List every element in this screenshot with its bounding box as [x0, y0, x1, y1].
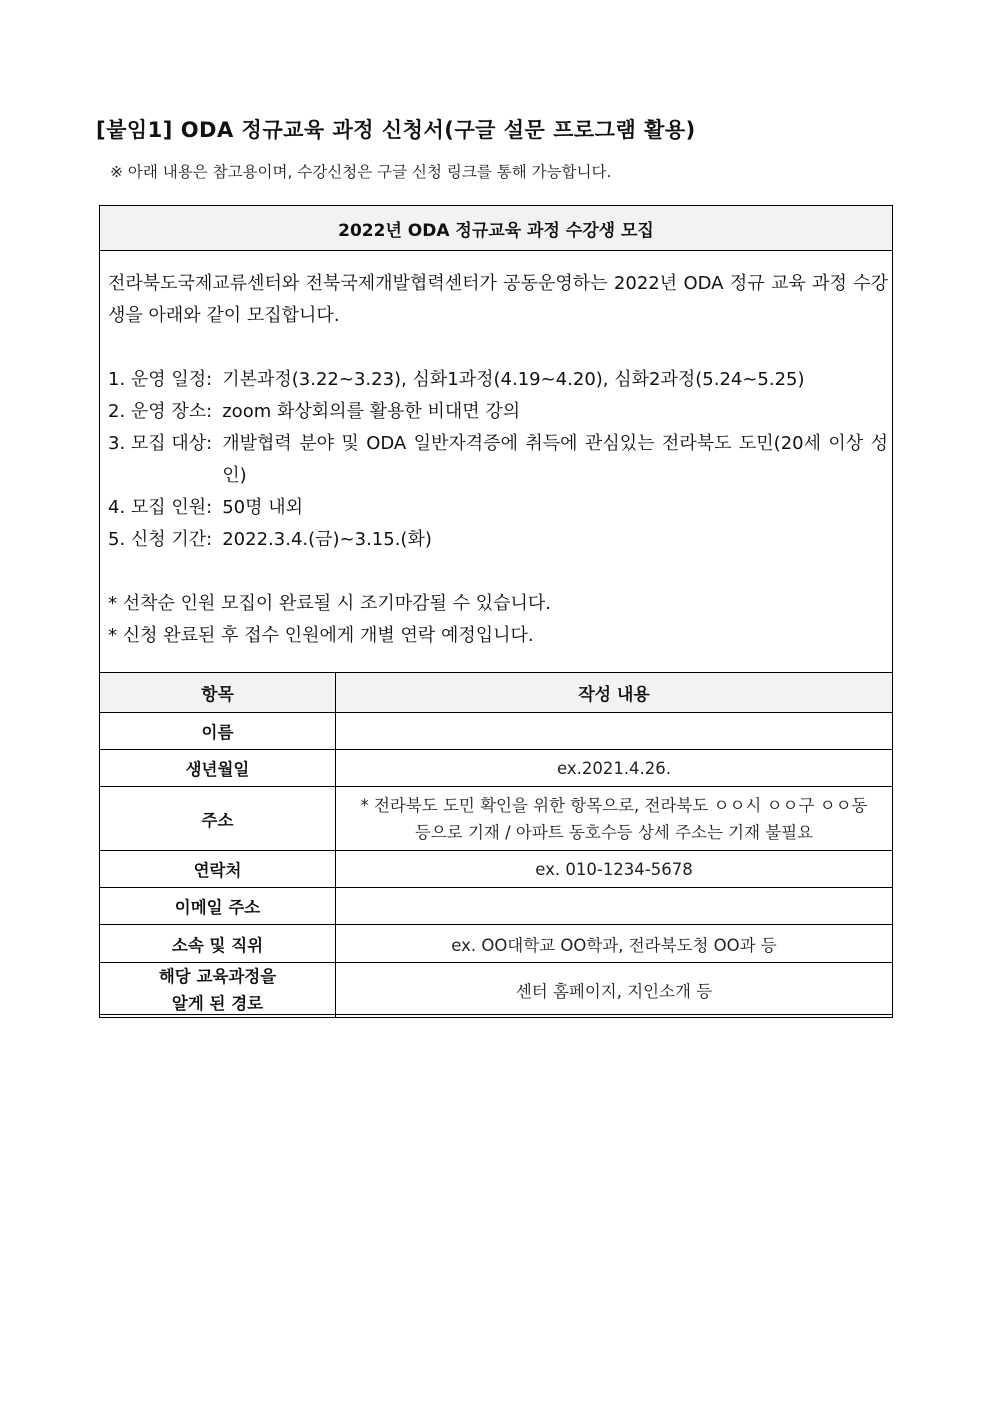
info-item-venue [108, 396, 888, 428]
info-value: 50명 내외 [222, 497, 304, 518]
info-item-capacity [108, 492, 888, 524]
notice-footnote: * 선착순 인원 모집이 완료될 시 조기마감될 수 있습니다. [108, 593, 552, 614]
info-value: 기본과정(3.22~3.23), 심화1과정(4.19~4.20), 심화2과정(5.24~5.25) [222, 369, 805, 390]
info-value: zoom 화상회의를 활용한 비대면 강의 [222, 401, 521, 422]
table-row [100, 787, 893, 851]
phone-field[interactable]: ex. 010-1234-5678 [336, 851, 893, 888]
notice-heading: 2022년 ODA 정규교육 과정 수강생 모집 [100, 206, 892, 251]
info-label: 4. 모집 인원: [108, 497, 213, 518]
address-field[interactable] [336, 787, 893, 851]
table-row [100, 750, 893, 787]
column-header-item: 항목 [100, 673, 336, 713]
row-label-affiliation: 소속 및 직위 [100, 925, 336, 963]
table-row [100, 925, 893, 963]
notice-footnote: * 신청 완료된 후 접수 인원에게 개별 연락 예정입니다. [108, 625, 534, 646]
row-label-address: 주소 [100, 787, 336, 851]
name-field[interactable] [336, 713, 893, 750]
notice-intro: 전라북도국제교류센터와 전북국제개발협력센터가 공동운영하는 2022년 ODA 정규 교육 과정 수강생을 아래와 같이 모집합니다. [108, 273, 888, 326]
referral-field[interactable]: 센터 홈페이지, 지인소개 등 [336, 963, 893, 1018]
row-label-phone: 연락처 [100, 851, 336, 888]
referral-label-line: 알게 된 경로 [171, 994, 264, 1013]
info-label: 5. 신청 기간: [108, 529, 213, 550]
application-form-table [99, 672, 893, 1018]
document-title: [붙임1] ODA 정규교육 과정 신청서(구글 설문 프로그램 활용) [96, 118, 696, 142]
table-row [100, 713, 893, 750]
info-label: 2. 운영 장소: [108, 401, 213, 422]
info-label: 1. 운영 일정: [108, 369, 213, 390]
table-row [100, 963, 893, 1018]
info-label: 3. 모집 대상: [108, 433, 213, 454]
reference-note: ※ 아래 내용은 참고용이며, 수강신청은 구글 신청 링크를 통해 가능합니다. [110, 163, 612, 181]
address-guide-line: 등으로 기재 / 아파트 동호수등 상세 주소는 기재 불필요 [414, 822, 814, 842]
table-header-row [100, 673, 893, 713]
info-item-schedule [108, 364, 888, 396]
row-label-birthdate: 생년월일 [100, 750, 336, 787]
referral-label-line: 해당 교육과정을 [158, 967, 277, 986]
info-value: 2022.3.4.(금)~3.15.(화) [222, 529, 432, 550]
row-label-email: 이메일 주소 [100, 888, 336, 925]
info-item-target [108, 428, 888, 492]
notice-body [108, 268, 888, 652]
row-label-referral [100, 963, 336, 1018]
info-item-period [108, 524, 888, 556]
row-label-name: 이름 [100, 713, 336, 750]
email-field[interactable] [336, 888, 893, 925]
table-row [100, 888, 893, 925]
address-guide-line: * 전라북도 도민 확인을 위한 항목으로, 전라북도 ㅇㅇ시 ㅇㅇ구 ㅇㅇ동 [360, 795, 868, 815]
table-row [100, 851, 893, 888]
birthdate-field[interactable]: ex.2021.4.26. [336, 750, 893, 787]
info-value: 개발협력 분야 및 ODA 일반자격증에 취득에 관심있는 전라북도 도민(20세 이상 성인) [222, 433, 888, 486]
affiliation-field[interactable]: ex. OO대학교 OO학과, 전라북도청 OO과 등 [336, 925, 893, 963]
column-header-content: 작성 내용 [336, 673, 893, 713]
